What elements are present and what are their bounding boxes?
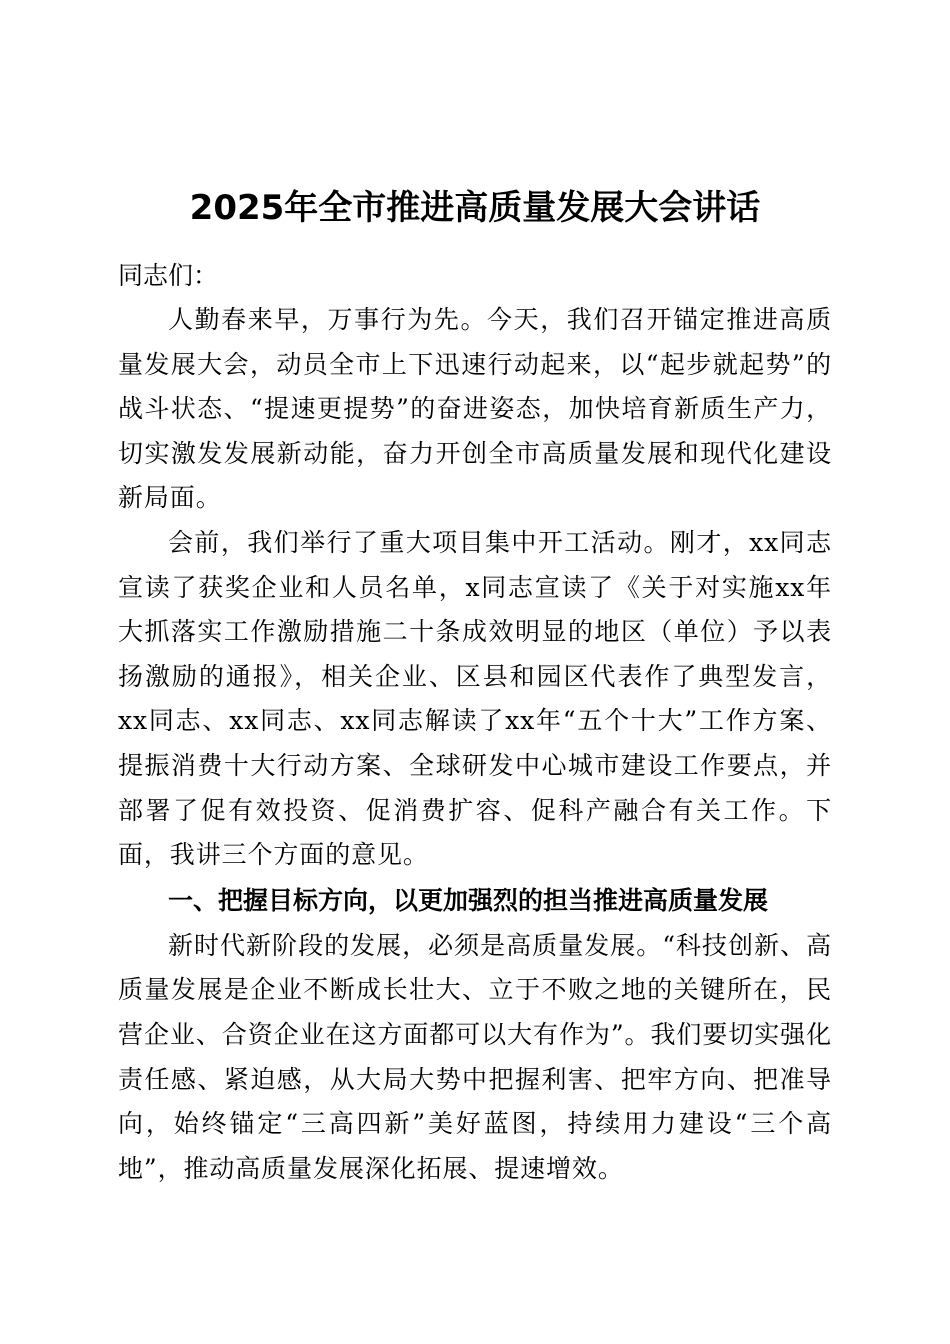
paragraph-opening: 人勤春来早，万事行为先。今天，我们召开锚定推进高质量发展大会，动员全市上下迅速行动起来，以“起步就起势”的战斗状态、“提速更提势”的奋进姿态，加快培育新质生产力，切实激发发展新动能，奋力开创全市高质量发展和现代化建设新局面。 [118, 305, 832, 513]
document-title: 2025年全市推进高质量发展大会讲话 [189, 188, 761, 228]
section-heading: 一、把握目标方向，以更加强烈的担当推进高质量发展 [168, 885, 769, 915]
salutation: 同志们： [118, 261, 219, 290]
paragraph-meeting-summary: 会前，我们举行了重大项目集中开工活动。刚才，xx同志宣读了获奖企业和人员名单，x同志宣读了《关于对实施xx年大抓落实工作激励措施二十条成效明显的地区（单位）予以表扬激励的通报》，相关企业、区县和园区代表作了典型发言，xx同志、xx同志、xx同志解读了xx年“五个十大”工作方案、提振消费十大行动方案、全球研发中心城市建设工作要点，并部署了促有效投资、促消费扩容、促科产融合有关工作。下面，我讲三个方面的意见。 [118, 527, 832, 870]
paragraph-section-one: 新时代新阶段的发展，必须是高质量发展。“科技创新、高质量发展是企业不断成长壮大、立于不败之地的关键所在，民营企业、合资企业在这方面都可以大有作为”。我们要切实强化责任感、紧迫感，从大局大势中把握利害、把牢方向、把准导向，始终锚定“三高四新”美好蓝图，持续用力建设“三个高地”，推动高质量发展深化拓展、提速增效。 [118, 930, 832, 1183]
